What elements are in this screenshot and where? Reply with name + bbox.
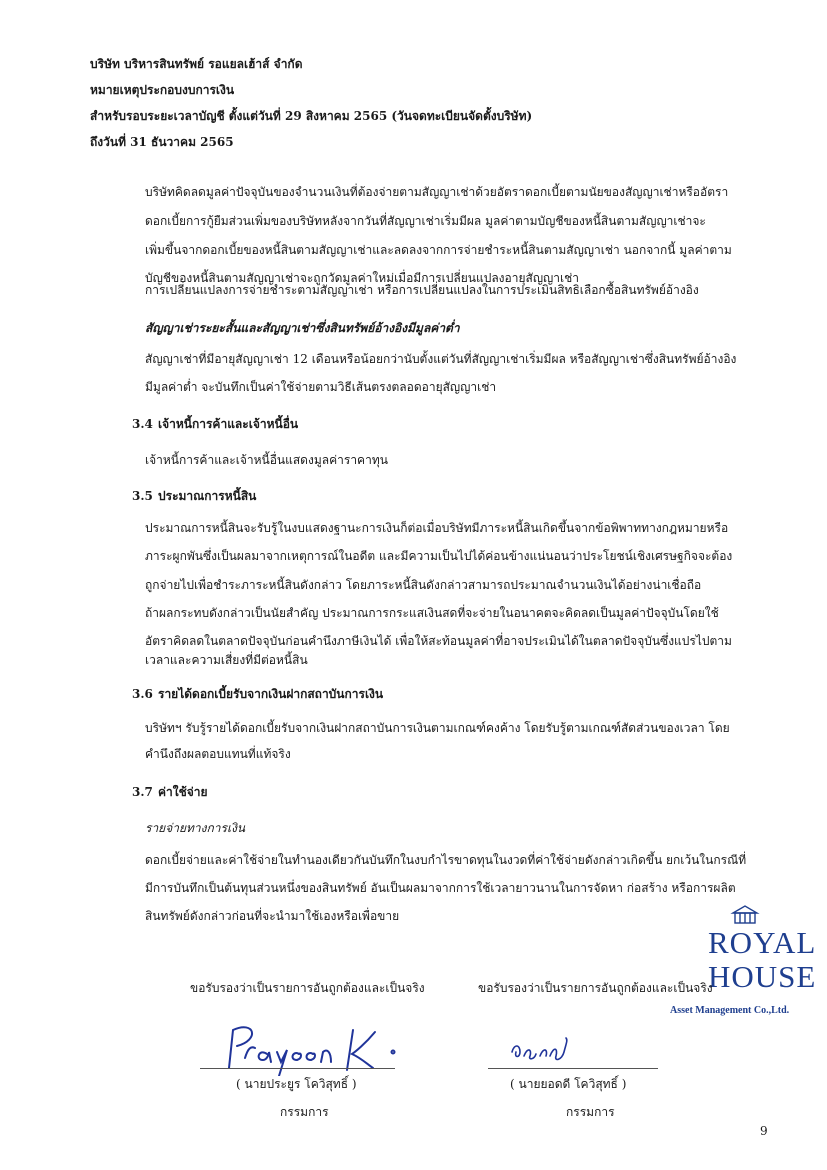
- reporting-period: สำหรับรอบระยะเวลาบัญชี ตั้งแต่วันที่ 29 สิงหาคม 2565 (วันจดทะเบียนจัดตั้งบริษัท): [90, 109, 533, 123]
- right-certify-text: ขอรับรองว่าเป็นรายการอันถูกต้องและเป็นจริง: [478, 981, 713, 995]
- logo-house-text: HOUSE: [708, 959, 817, 994]
- logo-tagline: Asset Management Co.,Ltd.: [670, 1005, 790, 1016]
- left-certify-text: ขอรับรองว่าเป็นรายการอันถูกต้องและเป็นจริง: [190, 981, 425, 995]
- lease-short-term-line: สัญญาเช่าที่มีอายุสัญญาเช่า 12 เดือนหรือน้อยกว่านับตั้งแต่วันที่สัญญาเช่าเริ่มมีผล หรือสัญญาเช่าซึ่งสินทรัพย์อ้างอิง: [145, 352, 737, 366]
- lease-paragraph-line: การเปลี่ยนแปลงการจ่ายชำระตามสัญญาเช่า หรือการเปลี่ยนแปลงในการประเมินสิทธิเลือกซื้อสินทรัพย์อ้างอิง: [145, 283, 699, 297]
- provision-line: ภาระผูกพันซึ่งเป็นผลมาจากเหตุการณ์ในอดีต และมีความเป็นไปได้ค่อนข้างแน่นอนว่าประโยชน์เชิงเศรษฐกิจจะต้อง: [145, 549, 733, 563]
- section-heading: ค่าใช้จ่าย: [158, 785, 208, 799]
- section-heading: ประมาณการหนี้สิน: [158, 489, 257, 503]
- page-number: 9: [760, 1124, 768, 1138]
- expense-subheading: รายจ่ายทางการเงิน: [145, 821, 246, 835]
- provision-line: ถ้าผลกระทบดังกล่าวเป็นนัยสำคัญ ประมาณการกระแสเงินสดที่จะจ่ายในอนาคตจะคิดลดเป็นมูลค่าปัจจุบันโดยใช้: [145, 606, 719, 620]
- signature-image: [508, 1034, 578, 1064]
- expense-line: ดอกเบี้ยจ่ายและค่าใช้จ่ายในทำนองเดียวกันบันทึกในงบกำไรขาดทุนในงวดที่ค่าใช้จ่ายดังกล่าวเกิดขึ้น ยกเว้นในกรณีที่: [145, 853, 747, 867]
- provision-line: อัตราคิดลดในตลาดปัจจุบันก่อนคำนึงภาษีเงินได้ เพื่อให้สะท้อนมูลค่าที่อาจประเมินได้ในตลาดปัจจุบันซึ่งแปรไปตาม: [145, 634, 732, 648]
- section-number: 3.4: [132, 417, 153, 431]
- expense-line: สินทรัพย์ดังกล่าวก่อนที่จะนำมาใช้เองหรือเพื่อขาย: [145, 909, 400, 923]
- section-heading: เจ้าหนี้การค้าและเจ้าหนี้อื่น: [158, 417, 299, 431]
- lease-paragraph-line: ดอกเบี้ยการกู้ยืมส่วนเพิ่มของบริษัทหลังจากวันที่สัญญาเช่าเริ่มมีผล มูลค่าตามบัญชีของหนี้สินตามสัญญาเช่าจะ: [145, 214, 706, 228]
- provision-line: ประมาณการหนี้สินจะรับรู้ในงบแสดงฐานะการเงินก็ต่อเมื่อบริษัทมีภาระหนี้สินเกิดขึ้นจากข้อพิพาททางกฎหมายหรือ: [145, 521, 729, 535]
- document-title: หมายเหตุประกอบงบการเงิน: [90, 83, 235, 97]
- expense-line: มีการบันทึกเป็นต้นทุนส่วนหนึ่งของสินทรัพย์ อันเป็นผลมาจากการใช้เวลายาวนานในการจัดหา ก่อสร้าง หรือการผลิต: [145, 881, 736, 895]
- lease-short-term-line: มีมูลค่าต่ำ จะบันทึกเป็นค่าใช้จ่ายตามวิธีเส้นตรงตลอดอายุสัญญาเช่า: [145, 380, 497, 394]
- section-number: 3.5: [132, 489, 153, 503]
- lease-paragraph-line: บัญชีของหนี้สินตามสัญญาเช่าจะถูกวัดมูลค่าใหม่เมื่อมีการเปลี่ยนแปลงอายุสัญญาเช่า: [145, 271, 580, 285]
- section-number: 3.7: [132, 785, 153, 799]
- interest-income-line: คำนึงถึงผลตอบแทนที่แท้จริง: [145, 747, 291, 761]
- left-signatory-role: กรรมการ: [280, 1105, 329, 1119]
- section-heading: รายได้ดอกเบี้ยรับจากเงินฝากสถาบันการเงิน: [158, 687, 384, 701]
- right-signatory-name: ( นายยอดดี โควิสุทธิ์ ): [510, 1077, 627, 1091]
- provision-line: ถูกจ่ายไปเพื่อชำระภาระหนี้สินดังกล่าว โดยภาระหนี้สินดังกล่าวสามารถประมาณจำนวนเงินได้อย่างน่าเชื่อถือ: [145, 578, 702, 592]
- lease-paragraph-line: บริษัทคิดลดมูลค่าปัจจุบันของจำนวนเงินที่ต้องจ่ายตามสัญญาเช่าด้วยอัตราดอกเบี้ยตามนัยของสัญญาเช่าหรืออัตรา: [145, 185, 729, 199]
- interest-income-line: บริษัทฯ รับรู้รายได้ดอกเบี้ยรับจากเงินฝากสถาบันการเงินตามเกณฑ์คงค้าง โดยรับรู้ตามเกณฑ์สัดส่วนของเวลา โดย: [145, 721, 730, 735]
- company-name: บริษัท บริหารสินทรัพย์ รอแยลเฮ้าส์ จำกัด: [90, 57, 303, 71]
- lease-subheading: สัญญาเช่าระยะสั้นและสัญญาเช่าซึ่งสินทรัพย์อ้างอิงมีมูลค่าต่ำ: [145, 321, 460, 335]
- right-signatory-role: กรรมการ: [566, 1105, 615, 1119]
- lease-paragraph-line: เพิ่มขึ้นจากดอกเบี้ยของหนี้สินตามสัญญาเช่าและลดลงจากการจ่ายชำระหนี้สินตามสัญญาเช่า นอกจากนี้ มูลค่าตาม: [145, 243, 732, 257]
- left-signatory-name: ( นายประยูร โควิสุทธิ์ ): [236, 1077, 357, 1091]
- royal-house-logo: [670, 905, 817, 1020]
- period-end-date: ถึงวันที่ 31 ธันวาคม 2565: [90, 135, 234, 149]
- section-text: เจ้าหนี้การค้าและเจ้าหนี้อื่นแสดงมูลค่าราคาทุน: [145, 453, 388, 467]
- provision-line: เวลาและความเสี่ยงที่มีต่อหนี้สิน: [145, 653, 308, 667]
- section-number: 3.6: [132, 687, 153, 701]
- logo-royal-text: ROYAL: [708, 925, 817, 960]
